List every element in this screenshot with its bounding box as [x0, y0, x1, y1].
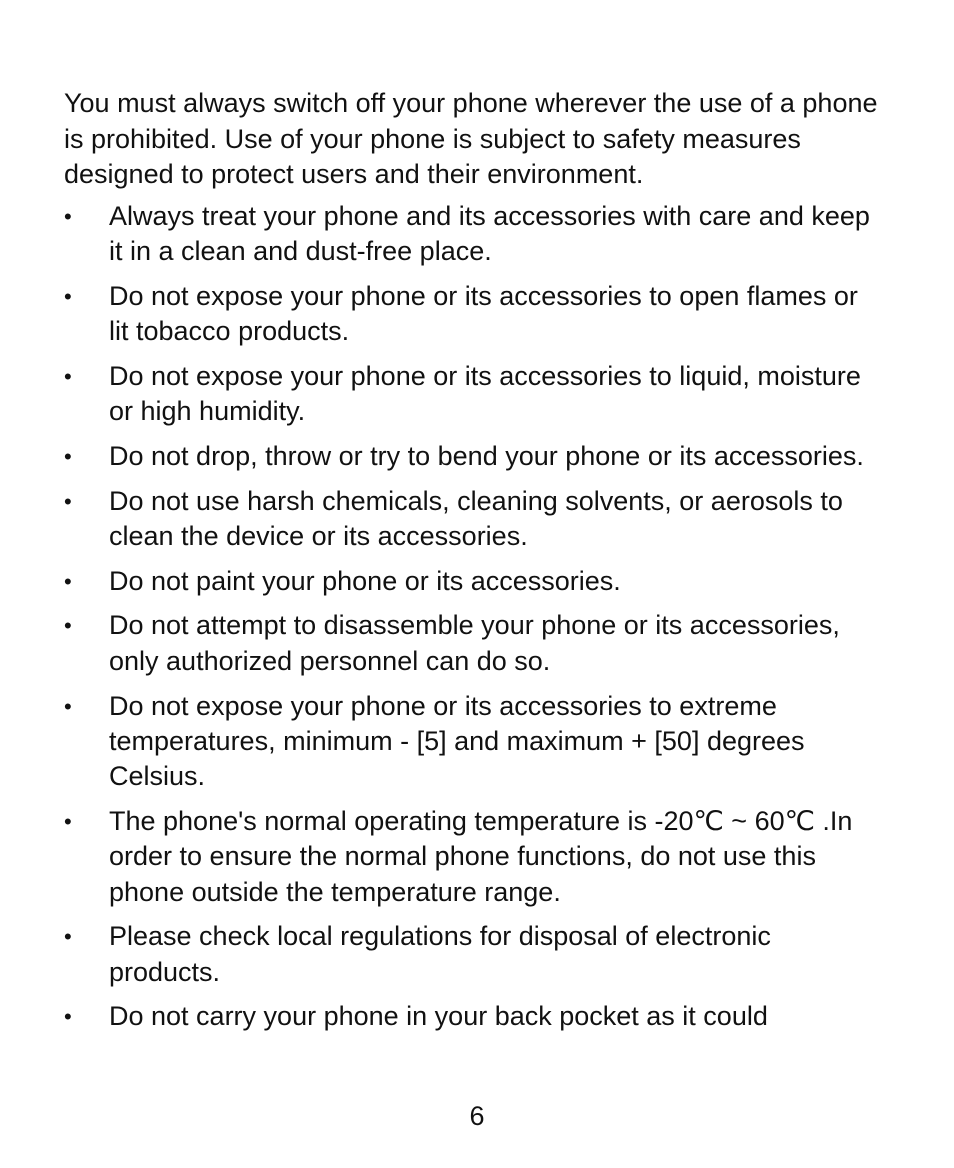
list-item — [64, 804, 884, 910]
safety-bullet-list — [64, 199, 884, 1035]
bullet-icon: • — [64, 613, 72, 639]
list-item-text: Do not drop, throw or try to bend your phone or its accessories. — [109, 440, 864, 471]
bullet-icon: • — [64, 693, 72, 719]
list-item — [64, 359, 884, 430]
list-item-text: Do not expose your phone or its accessories to extreme temperatures, minimum - [5] and maximum + [50] degrees Celsius. — [109, 690, 805, 792]
bullet-icon: • — [64, 488, 72, 514]
list-item — [64, 608, 884, 679]
bullet-icon: • — [64, 924, 72, 950]
list-item — [64, 689, 884, 795]
list-item — [64, 199, 884, 270]
list-item-text: Always treat your phone and its accessories with care and keep it in a clean and dust-free place. — [109, 200, 870, 266]
list-item — [64, 919, 884, 990]
list-item-text: Do not expose your phone or its accessories to open flames or lit tobacco products. — [109, 280, 858, 346]
list-item — [64, 484, 884, 555]
bullet-icon: • — [64, 203, 72, 229]
list-item-text: Do not attempt to disassemble your phone or its accessories, only authorized personnel can do so. — [109, 610, 840, 676]
list-item — [64, 564, 884, 599]
document-page — [64, 86, 884, 1044]
bullet-icon: • — [64, 363, 72, 389]
list-item-text: The phone's normal operating temperature is -20℃ ~ 60℃ .In order to ensure the normal phone functions, do not use this phone outside the temperature range. — [109, 805, 853, 907]
bullet-icon: • — [64, 443, 72, 469]
list-item — [64, 999, 884, 1034]
list-item-text: Do not use harsh chemicals, cleaning solvents, or aerosols to clean the device or its accessories. — [109, 485, 843, 551]
bullet-icon: • — [64, 808, 72, 834]
bullet-icon: • — [64, 283, 72, 309]
list-item-text: Do not paint your phone or its accessories. — [109, 565, 621, 596]
list-item — [64, 439, 884, 474]
list-item-text: Please check local regulations for disposal of electronic products. — [109, 921, 771, 987]
bullet-icon: • — [64, 1004, 72, 1030]
list-item — [64, 279, 884, 350]
list-item-text: Do not carry your phone in your back pocket as it could — [109, 1001, 768, 1032]
bullet-icon: • — [64, 568, 72, 594]
list-item-text: Do not expose your phone or its accessories to liquid, moisture or high humidity. — [109, 360, 861, 426]
page-number: 6 — [469, 1101, 485, 1131]
intro-paragraph: You must always switch off your phone wherever the use of a phone is prohibited. Use of your phone is subject to safety measures designed to protect users and their environment. — [64, 88, 878, 189]
